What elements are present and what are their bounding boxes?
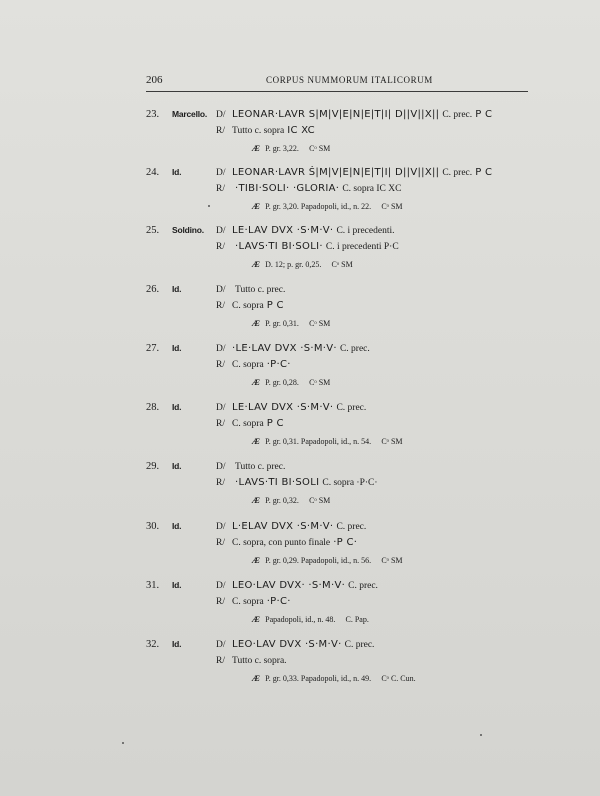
collection-code: Cᵒ SM: [381, 202, 403, 211]
obverse-line: [216, 343, 370, 354]
obverse-mark: D/: [216, 640, 226, 650]
reverse-line: [216, 241, 399, 252]
collection-code: C. Pap.: [345, 615, 369, 624]
obverse-extra: P C: [475, 167, 493, 178]
entry-number: 25.: [146, 225, 160, 236]
obverse-note: C. prec.: [442, 110, 473, 120]
reverse-legend: ·LAVS·TI BI·SOLI: [235, 477, 320, 488]
reverse-legend: ·TIBI·SOLI· ·GLORIA·: [235, 183, 340, 194]
reverse-mark: R/: [216, 538, 225, 548]
metal-symbol: Æ: [252, 614, 261, 624]
obverse-note: Tutto c. prec.: [235, 285, 286, 295]
weight-reference: D. 12; p. gr. 0,25.: [265, 260, 322, 269]
catalogue-entry: [146, 639, 546, 699]
obverse-line: [216, 284, 285, 295]
entry-metadata: [252, 377, 330, 387]
obverse-line: [216, 580, 378, 591]
metal-symbol: Æ: [252, 318, 261, 328]
obverse-legend: L·ELAV DVX ·S·M·V·: [232, 521, 334, 532]
collection-code: Cᵒ SM: [309, 144, 331, 153]
page-number: 206: [146, 74, 163, 86]
metal-symbol: Æ: [252, 436, 261, 446]
weight-reference: P. gr. 0,29. Papadopoli, id., n. 56.: [265, 556, 372, 565]
reverse-note: C. i precedenti P·C: [325, 242, 399, 252]
reverse-line: [216, 537, 357, 548]
obverse-extra: P C: [475, 109, 493, 120]
collection-code: Cᵒ C. Cun.: [381, 674, 416, 683]
obverse-mark: D/: [216, 522, 226, 532]
weight-reference: P. gr. 0,31.: [265, 319, 299, 328]
obverse-mark: D/: [216, 226, 226, 236]
obverse-legend: LE·LAV DVX ·S·M·V·: [232, 402, 334, 413]
entry-denomination: Id.: [172, 167, 182, 177]
catalogue-entry: [146, 225, 546, 285]
obverse-legend: LEO·LAV DVX· ·S·M·V·: [232, 580, 346, 591]
entry-denomination: Marcello.: [172, 109, 208, 119]
reverse-description: C. sopra: [232, 360, 264, 370]
obverse-note: Tutto c. prec.: [235, 462, 286, 472]
entry-denomination: Id.: [172, 343, 182, 353]
weight-reference: P. gr. 0,31. Papadopoli, id., n. 54.: [265, 437, 372, 446]
catalogue-entry: [146, 580, 546, 640]
obverse-mark: D/: [216, 285, 226, 295]
entry-metadata: [252, 614, 369, 624]
catalogue-entry: [146, 461, 546, 521]
reverse-mark: R/: [216, 597, 225, 607]
paper-speck: [208, 205, 210, 207]
entry-metadata: [252, 143, 330, 153]
metal-symbol: Æ: [252, 143, 261, 153]
reverse-description: Tutto c. sopra.: [232, 656, 287, 666]
reverse-description: C. sopra, con punto finale: [232, 538, 331, 548]
weight-reference: P. gr. 3,22.: [265, 144, 299, 153]
obverse-note: C. prec.: [442, 168, 473, 178]
entry-number: 23.: [146, 109, 160, 120]
entry-metadata: [252, 259, 353, 269]
reverse-line: [216, 183, 401, 194]
entry-number: 32.: [146, 639, 160, 650]
reverse-description: C. sopra: [232, 419, 264, 429]
obverse-legend: LEONAR·LAVR S|M|V|E|N|E|T|I| D||V||X||: [232, 109, 440, 120]
header-rule: [146, 91, 528, 92]
page-header: [146, 74, 530, 94]
entry-denomination: Id.: [172, 639, 182, 649]
obverse-mark: D/: [216, 168, 226, 178]
reverse-legend: P C: [266, 300, 284, 311]
weight-reference: P. gr. 0,33. Papadopoli, id., n. 49.: [265, 674, 372, 683]
reverse-description: Tutto c. sopra: [232, 126, 285, 136]
obverse-legend: LEONAR·LAVR Ṡ|M|V|E|N|E|T|I| D||V||X||: [232, 167, 440, 178]
reverse-line: [216, 418, 284, 429]
reverse-legend: ·P C·: [333, 537, 358, 548]
entry-number: 31.: [146, 580, 160, 591]
reverse-mark: R/: [216, 419, 225, 429]
collection-code: Cᵒ SM: [381, 556, 403, 565]
metal-symbol: Æ: [252, 259, 261, 269]
entry-metadata: [252, 495, 330, 505]
entry-denomination: Id.: [172, 580, 182, 590]
entry-number: 24.: [146, 167, 160, 178]
collection-code: Cᵒ SM: [309, 496, 331, 505]
reverse-legend: ·LAVS·TI BI·SOLI·: [235, 241, 323, 252]
obverse-note: C. prec.: [339, 344, 370, 354]
catalogue-entry: [146, 167, 546, 227]
weight-reference: Papadopoli, id., n. 48.: [265, 615, 336, 624]
reverse-mark: R/: [216, 126, 225, 136]
entry-number: 26.: [146, 284, 160, 295]
entry-metadata: [252, 201, 403, 211]
entry-number: 30.: [146, 521, 160, 532]
obverse-note: C. i precedenti.: [336, 226, 395, 236]
weight-reference: P. gr. 0,28.: [265, 378, 299, 387]
obverse-note: C. prec.: [344, 640, 375, 650]
metal-symbol: Æ: [252, 201, 261, 211]
entry-number: 29.: [146, 461, 160, 472]
reverse-mark: R/: [216, 301, 225, 311]
reverse-line: [216, 596, 291, 607]
obverse-mark: D/: [216, 110, 226, 120]
entry-denomination: Id.: [172, 521, 182, 531]
reverse-legend: ·P·C·: [266, 359, 291, 370]
reverse-mark: R/: [216, 242, 225, 252]
obverse-mark: D/: [216, 403, 226, 413]
catalogue-entry: [146, 402, 546, 462]
paper-speck: [122, 742, 124, 744]
obverse-mark: D/: [216, 462, 226, 472]
reverse-mark: R/: [216, 184, 225, 194]
obverse-mark: D/: [216, 581, 226, 591]
reverse-legend: IC XC: [287, 125, 315, 136]
collection-code: Cᵒ SM: [309, 378, 331, 387]
catalogue-entry: [146, 109, 546, 169]
obverse-line: [216, 521, 366, 532]
reverse-line: [216, 477, 378, 488]
obverse-note: C. prec.: [336, 522, 367, 532]
reverse-legend: P C: [266, 418, 284, 429]
weight-reference: P. gr. 0,32.: [265, 496, 299, 505]
obverse-line: [216, 225, 395, 236]
obverse-line: [216, 461, 285, 472]
entry-denomination: Id.: [172, 461, 182, 471]
catalogue-entry: [146, 284, 546, 344]
obverse-legend: LE·LAV DVX ·S·M·V·: [232, 225, 334, 236]
reverse-line: [216, 300, 284, 311]
paper-speck: [480, 734, 482, 736]
reverse-note: C. sopra ·P·C·: [322, 478, 378, 488]
reverse-mark: R/: [216, 656, 225, 666]
obverse-mark: D/: [216, 344, 226, 354]
metal-symbol: Æ: [252, 673, 261, 683]
running-title: CORPUS NUMMORUM ITALICORUM: [266, 75, 433, 85]
metal-symbol: Æ: [252, 377, 261, 387]
metal-symbol: Æ: [252, 555, 261, 565]
reverse-description: C. sopra: [232, 597, 264, 607]
entry-metadata: [252, 555, 403, 565]
obverse-line: [216, 109, 492, 120]
reverse-line: [216, 655, 287, 666]
reverse-note: C. sopra IC XC: [342, 184, 402, 194]
entry-denomination: Id.: [172, 402, 182, 412]
reverse-legend: ·P·C·: [266, 596, 291, 607]
catalogue-entry: [146, 521, 546, 581]
catalogue-entry: [146, 343, 546, 403]
collection-code: Cᵒ SM: [331, 260, 353, 269]
entry-denomination: Soldino.: [172, 225, 204, 235]
entry-number: 27.: [146, 343, 160, 354]
obverse-line: [216, 402, 366, 413]
entry-number: 28.: [146, 402, 160, 413]
collection-code: Cᵒ SM: [381, 437, 403, 446]
metal-symbol: Æ: [252, 495, 261, 505]
entry-metadata: [252, 436, 403, 446]
reverse-description: C. sopra: [232, 301, 264, 311]
entry-denomination: Id.: [172, 284, 182, 294]
collection-code: Cᵒ SM: [309, 319, 331, 328]
obverse-note: C. prec.: [336, 403, 367, 413]
obverse-note: C. prec.: [348, 581, 378, 591]
entry-metadata: [252, 673, 416, 683]
reverse-line: [216, 125, 315, 136]
obverse-line: [216, 167, 492, 178]
obverse-legend: LEO·LAV DVX ·S·M·V·: [232, 639, 342, 650]
reverse-line: [216, 359, 291, 370]
obverse-line: [216, 639, 374, 650]
weight-reference: P. gr. 3,20. Papadopoli, id., n. 22.: [265, 202, 372, 211]
reverse-mark: R/: [216, 360, 225, 370]
reverse-mark: R/: [216, 478, 225, 488]
obverse-legend: ·LE·LAV DVX ·S·M·V·: [232, 343, 337, 354]
entry-metadata: [252, 318, 330, 328]
